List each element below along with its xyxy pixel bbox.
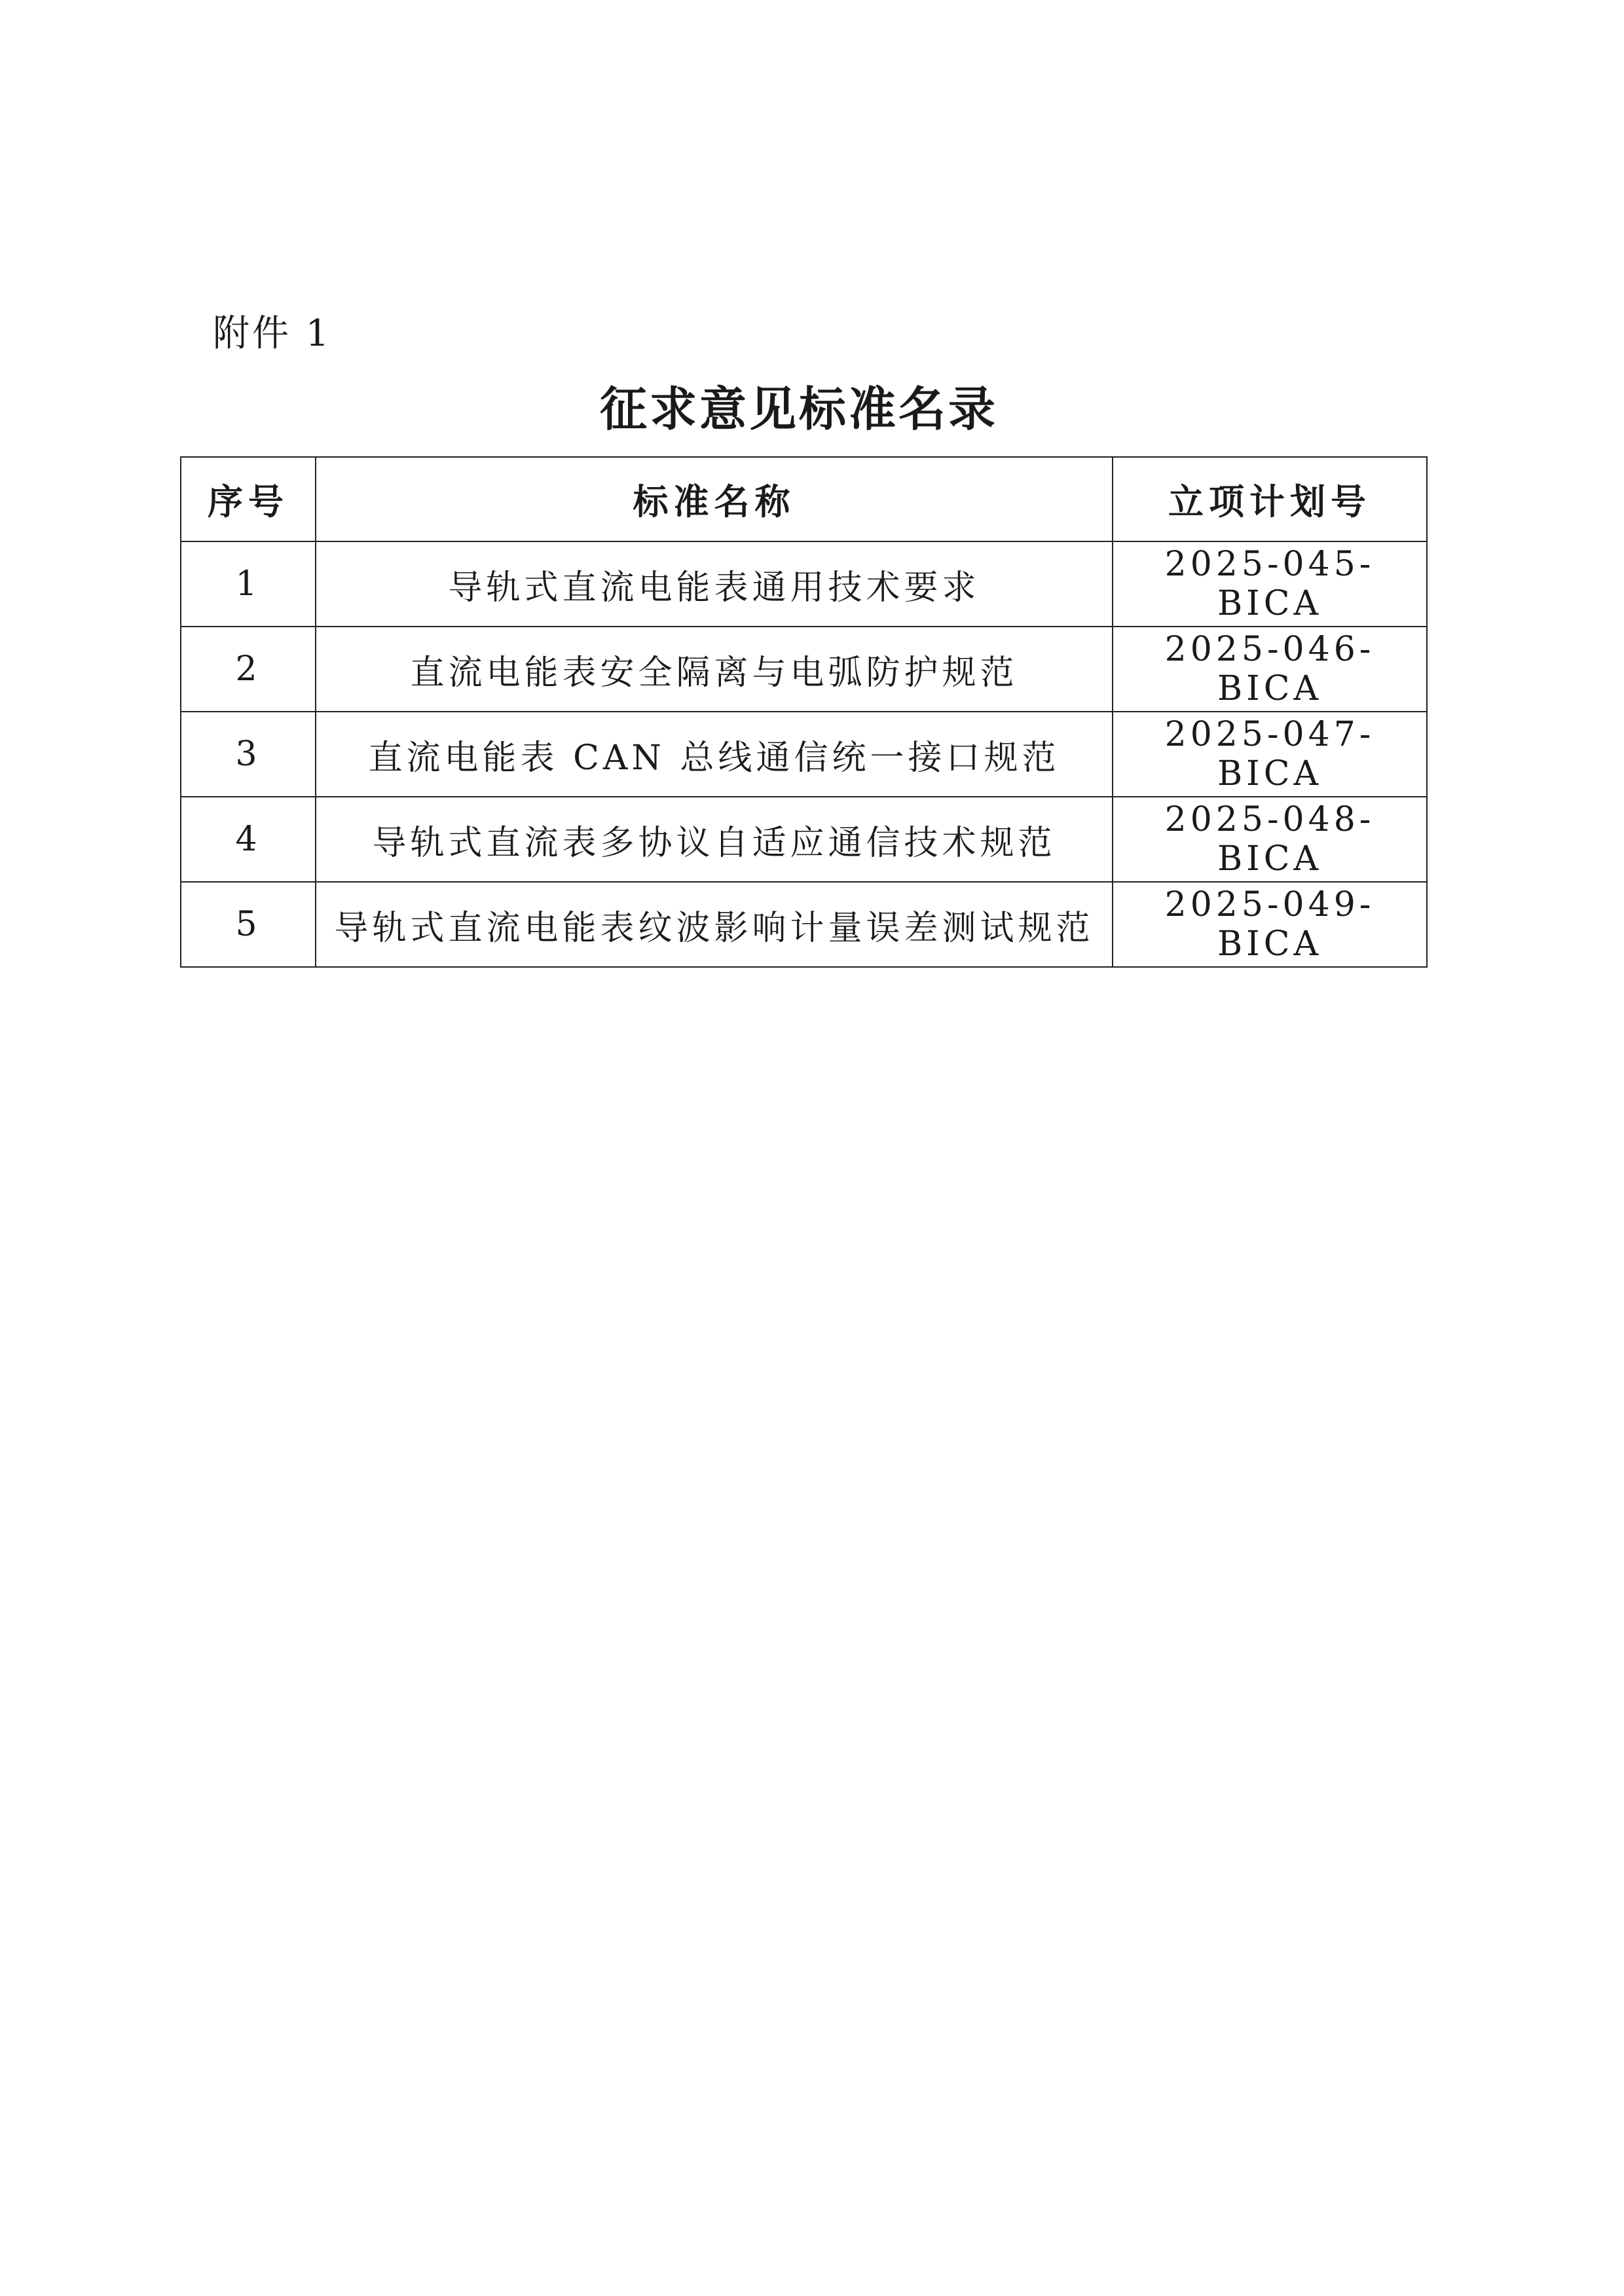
table-row [181, 797, 1427, 882]
header-standard-name: 标准名称 [316, 457, 1113, 541]
row-standard-name: 直流电能表安全隔离与电弧防护规范 [316, 627, 1113, 712]
header-seq: 序号 [181, 457, 316, 541]
row-seq: 3 [181, 712, 316, 797]
row-standard-name: 导轨式直流电能表通用技术要求 [316, 541, 1113, 627]
attachment-label: 附件 1 [213, 312, 332, 355]
row-seq: 5 [181, 882, 316, 967]
row-standard-name: 直流电能表 CAN 总线通信统一接口规范 [316, 712, 1113, 797]
row-seq: 1 [181, 541, 316, 627]
row-plan-code: 2025-045-BICA [1113, 541, 1427, 627]
row-plan-code: 2025-049-BICA [1113, 882, 1427, 967]
row-seq: 2 [181, 627, 316, 712]
row-plan-code: 2025-048-BICA [1113, 797, 1427, 882]
header-plan-code: 立项计划号 [1113, 457, 1427, 541]
table-row [181, 541, 1427, 627]
row-standard-name: 导轨式直流电能表纹波影响计量误差测试规范 [316, 882, 1113, 967]
standards-table [180, 456, 1428, 968]
table-header-row [181, 457, 1427, 541]
row-plan-code: 2025-047-BICA [1113, 712, 1427, 797]
row-plan-code: 2025-046-BICA [1113, 627, 1427, 712]
table-row [181, 627, 1427, 712]
table-row [181, 882, 1427, 967]
document-title: 征求意见标准名录 [599, 381, 998, 437]
table-row [181, 712, 1427, 797]
row-standard-name: 导轨式直流表多协议自适应通信技术规范 [316, 797, 1113, 882]
row-seq: 4 [181, 797, 316, 882]
